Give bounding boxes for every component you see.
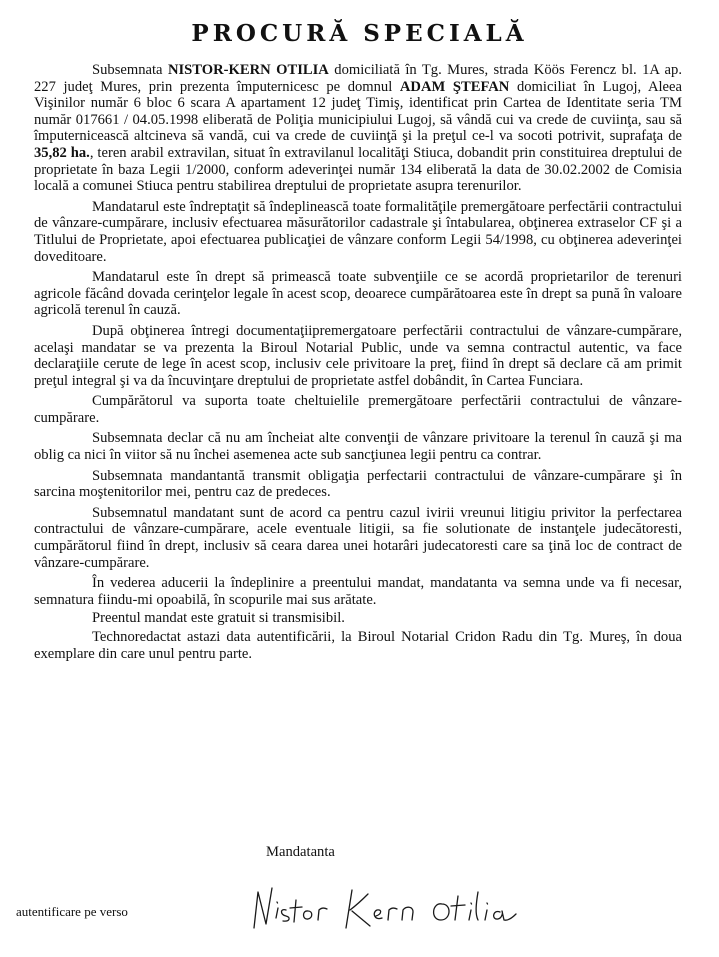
paragraph-8: Subsemnatul mandatant sunt de acord ca pentru cazul ivirii vreunui litigiu privitor la perfectarea contractului de vânzare-cumpărare, acele eventuale litigii, sa fie solutionate de instanţele judecătoresti, cumpărătorul fiind în drept, inclusiv să ceara darea unei hotarâri judecatoresti care sa ţină loc de contract de vânzare-cumpărare. bbox=[34, 504, 682, 571]
document-title: PROCURĂ SPECIALĂ bbox=[191, 20, 528, 47]
land-area: 35,82 ha. bbox=[34, 144, 90, 161]
paragraph-1: Subsemnata NISTOR-KERN OTILIA domiciliată în Tg. Mures, strada Köös Ferencz bl. 1A ap. 227 judeţ Mures, prin prezenta împuternicesc pe domnul ADAM ŞTEFAN domiciliat în Lugoj, Aleea Vişinilor număr 6 bloc 6 scara A apartament 12 judeţ Timiş, identificat prin Cartea de Identitate seria TM număr 017661 / 04.05.1998 eliberată de Poliţia municipiului Lugoj, să vândă cui va crede de cuviinţa, sau să împuternicească altcineva să vandă, cui va crede de cuviinţă şi la preţul ce-l va socoti potrivit, suprafaţa de 35,82 ha., teren arabil extravilan, situat în extravilanul localităţi Stiuca, dobandit prin constituirea dreptului de proprietate în baza Legii 1/2000, conform adeverinţei număr 134 eliberată la data de 30.02.2002 de Comisia locală a comunei Stiuca pentru stabilirea dreptului de proprietate asupra terenurilor. bbox=[34, 62, 683, 195]
paragraph-2: Mandatarul este îndreptaţit să îndeplinească toate formalităţile premergătoare perfectării contractului de vânzare-cumpărare, inclusiv efectuarea măsurătorilor cadastrale şi întabularea, obţinerea extraselor CF şi a Titlului de Proprietate, apoi efectuarea publicaţiei de vânzare conform Legii 54/1998, cu obţinerea adeverinţei doveditoare. bbox=[34, 198, 682, 265]
paragraph-6: Subsemnata declar că nu am încheiat alte convenţii de vânzare privitoare la terenul în cauză şi ma oblig ca nici în viitor să nu închei asemenea acte sub sancţiunea legii pentru ca contrar. bbox=[34, 430, 682, 464]
principal-name: NISTOR-KERN OTILIA bbox=[167, 62, 329, 78]
document-body bbox=[34, 62, 682, 664]
paragraph-4: După obţinerea întregi documentaţiipremergatoare perfectării contractului de vânzare-cumpărare, acelaşi mandatar se va prezenta la Biroul Notarial Public, unde va semna contractul autentic, va face declaraţiile cerute de lege în acest scop, inclusiv cele privitoare la preţ, fiind în drept să declare că am primit preţul integral şi va da încuvinţare dreptului de proprietate astfel dobândit, în Cartea Funciara. bbox=[34, 322, 682, 389]
paragraph-11: Technoredactat astazi data autentificării, la Biroul Notarial Cridon Radu din Tg. Mureş, în doua exemplare din care unul pentru parte. bbox=[34, 629, 682, 662]
verso-note: autentificare pe verso bbox=[16, 904, 128, 919]
signer-label: Mandatanta bbox=[266, 844, 335, 860]
paragraph-10: Preentul mandat este gratuit si transmisibil. bbox=[92, 610, 345, 627]
paragraph-3: Mandatarul este în drept să primească toate subvenţiile ce se acordă proprietarilor de terenuri agricole făcând dovada cerinţelor legale în acest scop, deoarece cumpărătoarea este în drept sa pună în valoare agricolă terenul în cauză. bbox=[34, 269, 682, 319]
paragraph-7: Subsemnata mandantantă transmit obligaţia perfectarii contractului de vânzare-cumpărare şi în sarcina moştenitorilor mei, pentru caz de predeces. bbox=[34, 467, 682, 501]
handwritten-signature bbox=[236, 878, 536, 938]
paragraph-9: În vederea aducerii la îndeplinire a preentului mandat, mandatanta va semna unde va fi necesar, semnatura fiindu-mi opoabilă, în scopurile mai sus arătate. bbox=[34, 575, 682, 608]
paragraph-5: Cumpărătorul va suporta toate cheltuielile premergătoare perfectării contractului de vânzare-cumpărare. bbox=[34, 393, 682, 426]
agent-name: ADAM ŞTEFAN bbox=[399, 78, 510, 95]
